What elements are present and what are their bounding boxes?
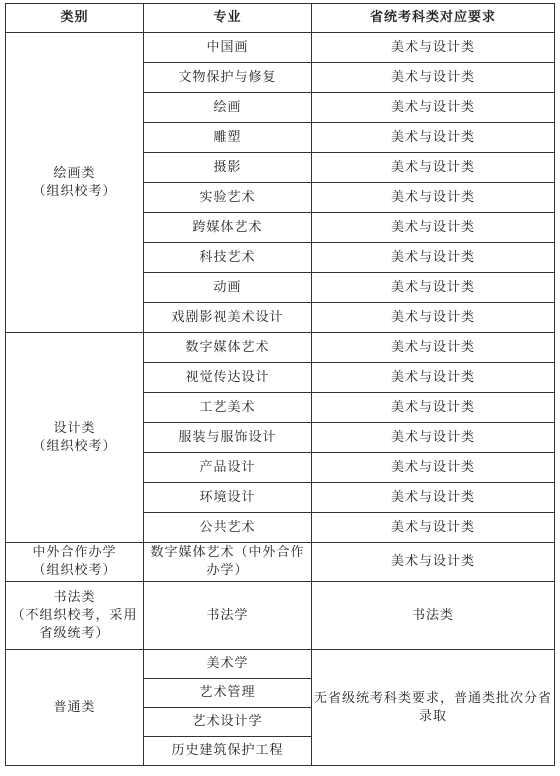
header-major: 专业 [144, 4, 312, 33]
major-cell: 动画 [144, 273, 312, 303]
category-label-line: 设计类 [53, 420, 96, 436]
major-cell: 服装与服饰设计 [144, 423, 312, 453]
major-cell: 戏剧影视美术设计 [144, 303, 312, 333]
category-label-line: （不组织校考，采用省级统考） [11, 607, 138, 641]
category-label-line: 普通类 [53, 699, 96, 715]
major-cell: 艺术管理 [144, 679, 312, 708]
major-cell: 历史建筑保护工程 [144, 737, 312, 766]
requirement-cell: 美术与设计类 [312, 483, 555, 513]
requirement-cell: 无省级统考科类要求，普通类批次分省录取 [312, 650, 555, 766]
major-cell: 公共艺术 [144, 513, 312, 543]
major-requirement-table [5, 3, 555, 766]
requirement-cell: 美术与设计类 [312, 423, 555, 453]
requirement-cell: 美术与设计类 [312, 273, 555, 303]
requirement-cell: 美术与设计类 [312, 393, 555, 423]
requirement-cell: 美术与设计类 [312, 153, 555, 183]
requirement-cell: 书法类 [312, 582, 555, 650]
requirement-cell: 美术与设计类 [312, 63, 555, 93]
requirement-cell: 美术与设计类 [312, 123, 555, 153]
major-cell: 艺术设计学 [144, 708, 312, 737]
requirement-cell: 美术与设计类 [312, 183, 555, 213]
major-cell: 实验艺术 [144, 183, 312, 213]
major-cell: 数字媒体艺术 [144, 333, 312, 363]
major-cell: 科技艺术 [144, 243, 312, 273]
category-label-line: 书法类 [53, 589, 96, 605]
major-cell: 视觉传达设计 [144, 363, 312, 393]
header-requirement: 省统考科类对应要求 [312, 4, 555, 33]
table-row [6, 333, 555, 363]
category-label-line: 绘画类 [53, 165, 96, 181]
major-cell: 产品设计 [144, 453, 312, 483]
category-label-line: 中外合作办学 [32, 545, 117, 560]
requirement-cell: 美术与设计类 [312, 243, 555, 273]
table-row [6, 543, 555, 582]
major-cell: 书法学 [144, 582, 312, 650]
category-cell [6, 333, 144, 543]
table-row [6, 650, 555, 679]
major-cell: 文物保护与修复 [144, 63, 312, 93]
category-cell [6, 33, 144, 333]
requirement-cell: 美术与设计类 [312, 363, 555, 393]
requirement-cell: 美术与设计类 [312, 93, 555, 123]
table-row [6, 33, 555, 63]
major-cell: 跨媒体艺术 [144, 213, 312, 243]
major-cell: 绘画 [144, 93, 312, 123]
major-cell: 中国画 [144, 33, 312, 63]
category-label-line: （组织校考） [32, 438, 117, 454]
category-cell [6, 650, 144, 766]
requirement-cell: 美术与设计类 [312, 213, 555, 243]
major-cell: 雕塑 [144, 123, 312, 153]
category-label-line: （组织校考） [32, 183, 117, 199]
requirement-cell: 美术与设计类 [312, 33, 555, 63]
admission-table-container [5, 3, 554, 766]
category-label-line: （组织校考） [32, 563, 117, 578]
major-cell: 美术学 [144, 650, 312, 679]
major-cell: 环境设计 [144, 483, 312, 513]
category-cell [6, 582, 144, 650]
requirement-cell: 美术与设计类 [312, 453, 555, 483]
major-cell: 摄影 [144, 153, 312, 183]
requirement-cell: 美术与设计类 [312, 543, 555, 582]
table-row [6, 582, 555, 650]
requirement-cell: 美术与设计类 [312, 303, 555, 333]
category-cell [6, 543, 144, 582]
table-header-row [6, 4, 555, 33]
requirement-cell: 美术与设计类 [312, 333, 555, 363]
header-category: 类别 [6, 4, 144, 33]
major-cell: 工艺美术 [144, 393, 312, 423]
table-body [6, 33, 555, 766]
major-cell: 数字媒体艺术（中外合作办学） [144, 543, 312, 582]
requirement-cell: 美术与设计类 [312, 513, 555, 543]
